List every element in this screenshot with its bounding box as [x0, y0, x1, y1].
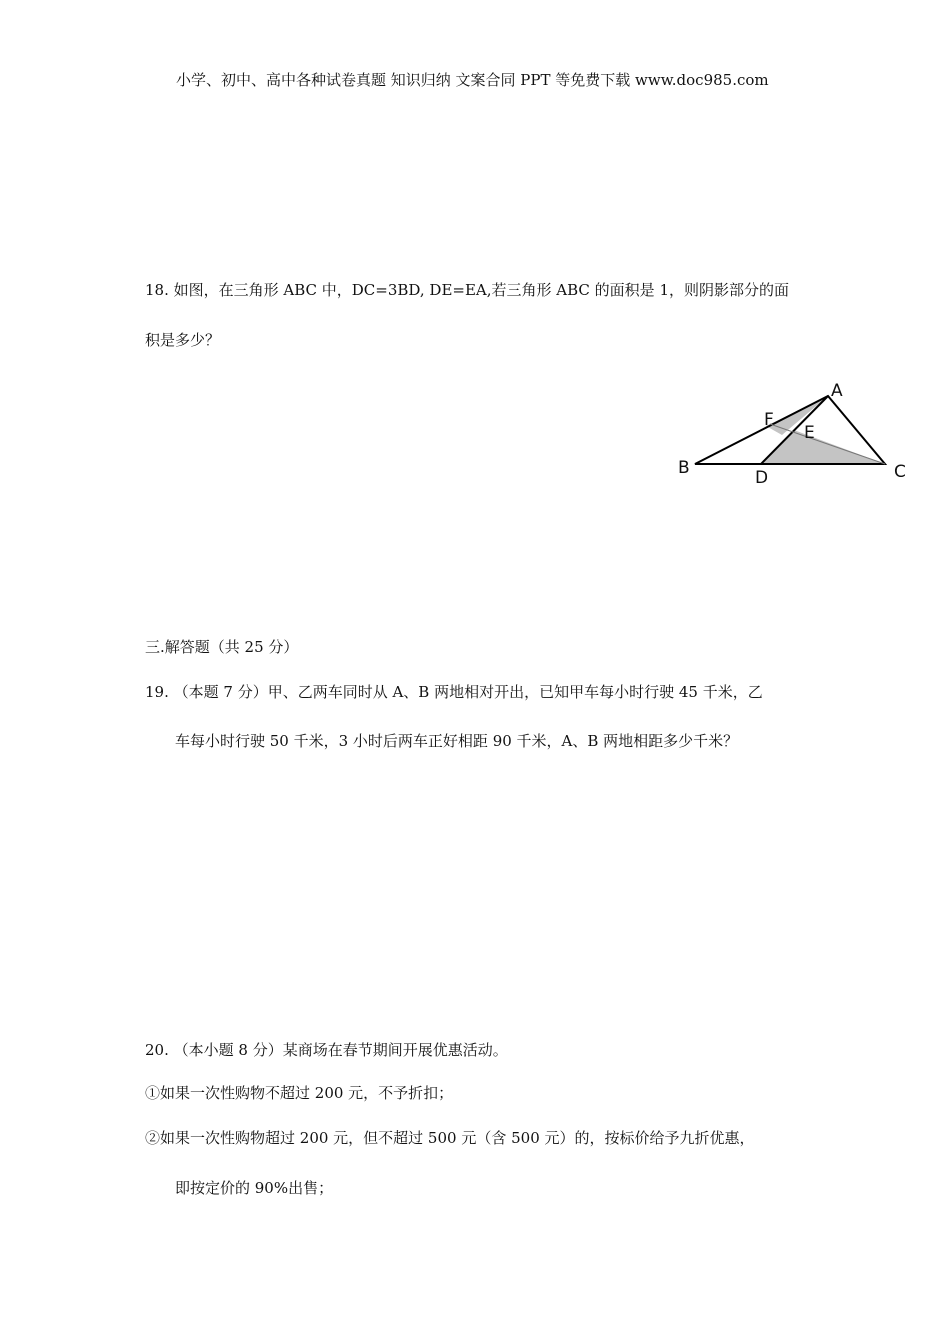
- question-19-line-2: 车每小时行驶 50 千米，3 小时后两车正好相距 90 千米，A、B 两地相距多少千米？: [175, 732, 739, 750]
- triangle-figure: [670, 378, 920, 493]
- label-e: E: [804, 423, 815, 443]
- page-header: 小学、初中、高中各种试卷真题 知识归纳 文案合同 PPT 等免费下载 www.doc985.com: [176, 71, 769, 89]
- question-18-line-2: 积是多少？: [145, 331, 221, 349]
- question-20-line-1: 20. （本小题 8 分）某商场在春节期间开展优惠活动。: [145, 1041, 508, 1059]
- label-b: B: [678, 458, 690, 478]
- shaded-region-dec: [761, 430, 885, 464]
- section-3-title: 三.解答题（共 25 分）: [145, 638, 299, 656]
- label-c: C: [894, 462, 906, 482]
- label-f: F: [764, 410, 774, 430]
- question-20-item-1: ①如果一次性购物不超过 200 元，不予折扣；: [145, 1084, 454, 1102]
- question-19-line-1: 19. （本题 7 分）甲、乙两车同时从 A、B 两地相对开出，已知甲车每小时行驶 45 千米，乙: [145, 683, 763, 701]
- label-a: A: [831, 381, 843, 401]
- label-d: D: [755, 468, 769, 488]
- question-20-item-2: ②如果一次性购物超过 200 元，但不超过 500 元（含 500 元）的，按标价给予九折优惠，: [145, 1129, 755, 1147]
- question-20-item-2-cont: 即按定价的 90%出售；: [175, 1179, 334, 1197]
- question-18-line-1: 18. 如图，在三角形 ABC 中，DC=3BD, DE=EA,若三角形 ABC 的面积是 1，则阴影部分的面: [145, 281, 789, 299]
